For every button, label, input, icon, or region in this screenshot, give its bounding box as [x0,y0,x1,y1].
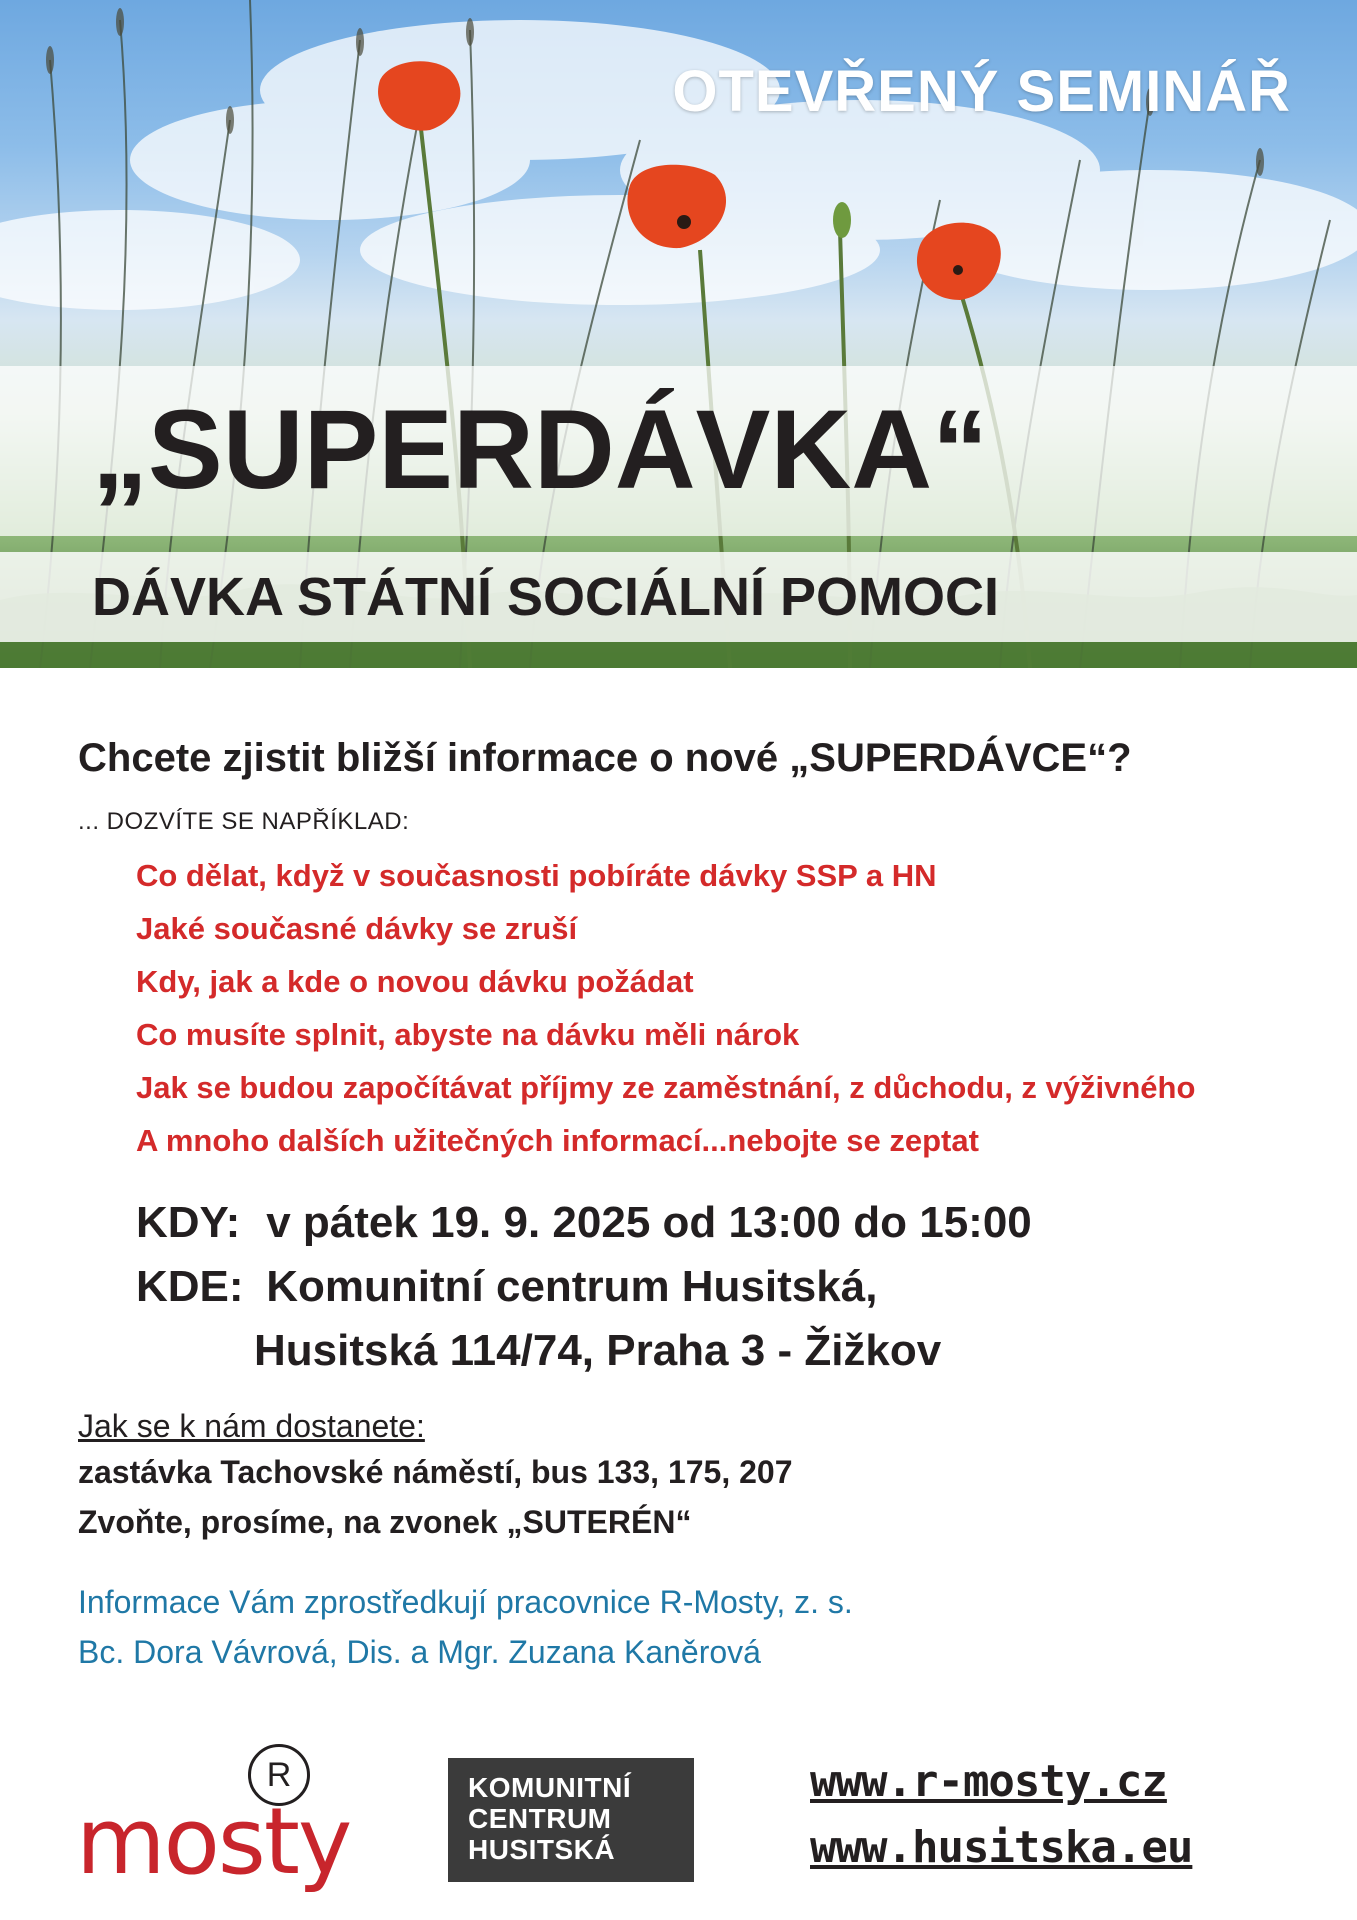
directions-line: zastávka Tachovské náměstí, bus 133, 175, 207 [78,1454,793,1490]
info-line: Bc. Dora Vávrová, Dis. a Mgr. Zuzana Kaněrová [78,1634,761,1670]
url-husitska[interactable]: www.husitska.eu [810,1822,1193,1873]
kch-logo-line: HUSITSKÁ [468,1834,616,1865]
mosty-logo-text: mosty [76,1788,351,1895]
info-line: Informace Vám zprostředkují pracovnice R-Mosty, z. s. [78,1584,853,1620]
url-r-mosty[interactable]: www.r-mosty.cz [810,1756,1167,1807]
topic-item: Co musíte splnit, abyste na dávku měli nárok [136,1017,800,1052]
topic-item: Jak se budou započítávat příjmy ze zaměstnání, z důchodu, z výživného [136,1070,1196,1105]
hero-image-poppies [0,0,1357,668]
directions-heading: Jak se k nám dostanete: [78,1408,425,1444]
topic-item: A mnoho dalších užitečných informací...nebojte se zeptat [136,1123,979,1158]
where-line2: Husitská 114/74, Praha 3 - Žižkov [254,1326,942,1375]
topic-item: Kdy, jak a kde o novou dávku požádat [136,964,694,999]
event-where [136,1256,877,1318]
kch-logo-line: KOMUNITNÍ [468,1772,632,1803]
kch-logo-line: CENTRUM [468,1803,612,1834]
registered-mark-icon: R [248,1744,310,1806]
where-line1: Komunitní centrum Husitská, [266,1262,878,1311]
subtitle: DÁVKA STÁTNÍ SOCIÁLNÍ POMOCI [92,567,1000,627]
seminar-label: OTEVŘENÝ SEMINÁŘ [672,59,1291,124]
where-label: KDE: [136,1262,244,1311]
komunitni-centrum-logo [448,1758,694,1882]
topics-list [136,854,1195,1172]
intro-question: Chcete zjistit bližší informace o nové „SUPERDÁVCE“? [78,736,1132,780]
directions-line: Zvoňte, prosíme, na zvonek „SUTERÉN“ [78,1504,692,1540]
topic-item: Co dělat, když v současnosti pobíráte dávky SSP a HN [136,858,937,893]
mosty-logo [76,1744,351,1895]
when-label: KDY: [136,1198,241,1247]
when-value: v pátek 19. 9. 2025 od 13:00 do 15:00 [266,1198,1032,1247]
intro-lead: ... DOZVÍTE SE NAPŘÍKLAD: [78,808,410,835]
main-title: „SUPERDÁVKA“ [92,387,989,512]
event-when [136,1192,1032,1254]
topic-item: Jaké současné dávky se zruší [136,911,578,946]
